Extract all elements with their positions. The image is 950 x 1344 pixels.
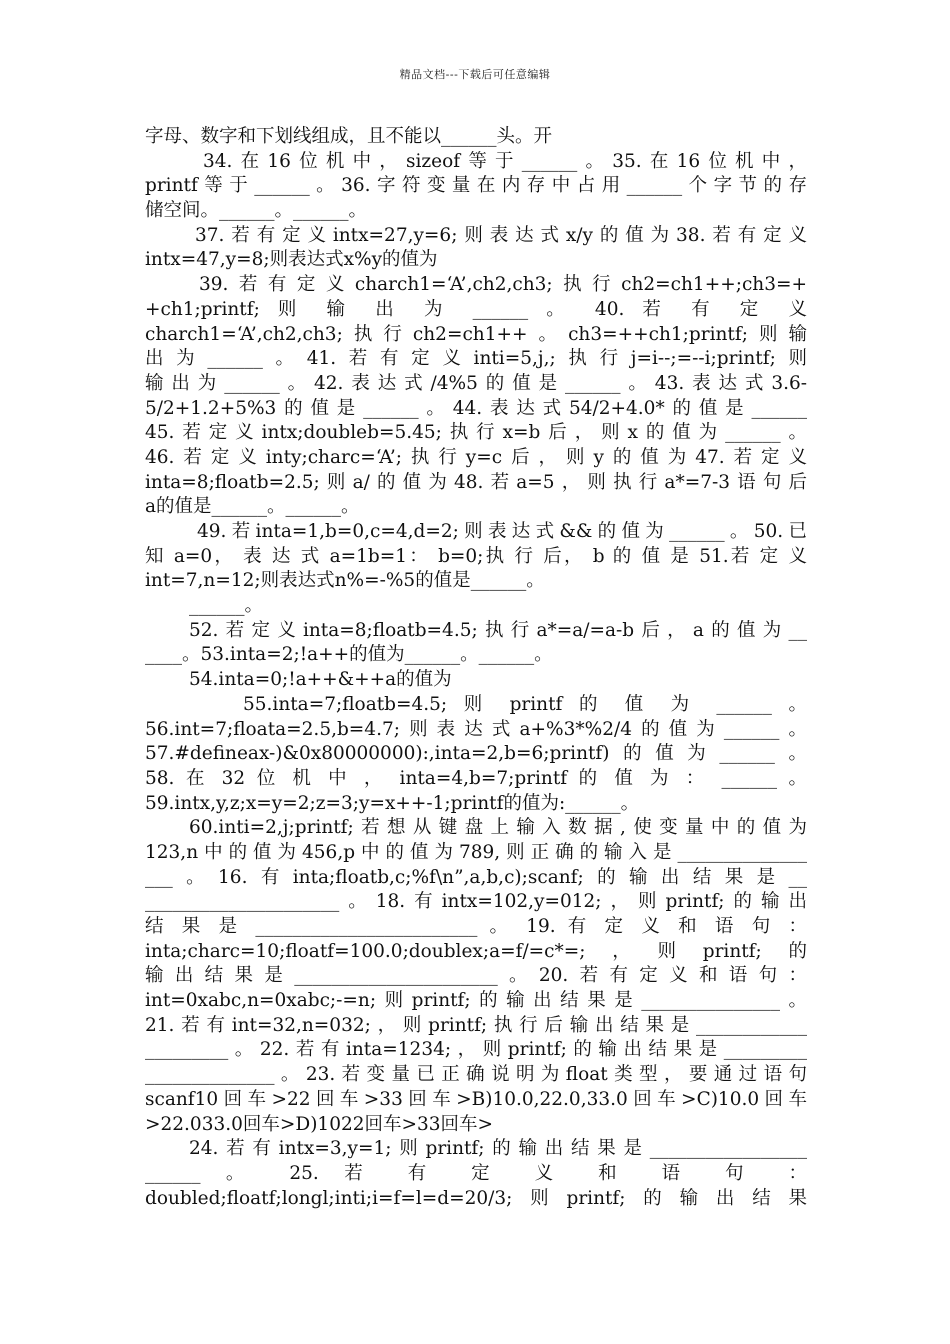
- text-line: 5/2+1.2+5%3的值是______。44.表达式54/2+4.0*的值是______: [145, 397, 807, 419]
- text-line: 结 果 是 ________________________ 。 19. 有 定 义 和 语 句 ：: [145, 916, 807, 937]
- text-line: ___。16.有inta;floatb,c;%f\n”,a,b,c);scanf;的输出结果是__: [145, 866, 807, 888]
- text-line: a的值是______。______。: [145, 496, 360, 518]
- document-body: [145, 125, 807, 1211]
- text-line: intx=47,y=8;则表达式x%y的值为: [145, 249, 438, 271]
- text-line: 46.若定义inty;charc=‘A’;执行y=c后，则y的值为47.若定义: [145, 446, 807, 468]
- text-line: inta;charc=10;floatf=100.0;doublex;a=f/=c*=;，则printf;的: [145, 940, 807, 962]
- text-line: 58. 在 32 位 机 中 ， inta=4,b=7;printf 的 值 为 ： ______ 。: [145, 767, 807, 789]
- text-line: 字母、数字和下划线组成，且不能以______头。开: [145, 126, 553, 147]
- text-line: +ch1;printf; 则 输 出 为 ______ 。 40. 若 有 定 义: [145, 298, 807, 320]
- text-line: 123,n中的值为456,p中的值为789,则正确的输入是______________: [145, 841, 807, 863]
- text-line: 输出为______。42.表达式/4%5的值是______。43.表达式3.6-: [145, 372, 807, 394]
- text-line: 56.int=7;floata=2.5,b=4.7;则表达式a+%3*%2/4的值为______。: [145, 718, 807, 740]
- text-line: 24.若有intx=3,y=1;则printf;的输出结果是_________________: [189, 1138, 807, 1160]
- text-line: 储空间。______。______。: [145, 200, 368, 222]
- text-line: 57.#defineax-)&0x80000000):,inta=2,b=6;printf)的值为______。: [145, 743, 807, 765]
- text-line: 知 a=0， 表 达 式 a=1b=1： b=0;执 行 后， b 的 值 是 51.若 定 义: [145, 545, 807, 567]
- text-line: ______________。23.若变量已正确说明为float类型，要通过语句: [145, 1064, 807, 1086]
- text-line: printf等于______。36.字符变量在内存中占用______个字节的存: [145, 175, 807, 197]
- text-line: 39.若有定义charch1=‘A’,ch2,ch3;执行ch2=ch1++;ch3=+: [199, 274, 807, 296]
- text-line: 34.在16位机中，sizeof等于______。35.在16位机中，: [203, 150, 807, 172]
- text-line: ______ 。 25. 若 有 定 义 和 语 句 ：: [145, 1162, 807, 1184]
- text-line: 60.inti=2,j;printf;若想从键盘上输入数据,使变量中的值为: [189, 817, 807, 839]
- text-line: 45.若定义intx;doubleb=5.45;执行x=b后，则x的值为______。: [145, 422, 807, 444]
- text-line: doubled;floatf;longl;inti;i=f=l=d=20/3;则printf;的输出结果: [145, 1187, 807, 1209]
- text-line: 59.intx,y,z;x=y=2;z=3;y=x++-1;printf的值为:______。: [145, 792, 640, 814]
- text-line: _________。22.若有inta=1234;，则printf;的输出结果是_________: [145, 1039, 807, 1061]
- text-line: int=7,n=12;则表达式n%=-%5的值是______。: [145, 570, 545, 592]
- text-line: scanf10回车>22回车>33回车>B)10.0,22.0,33.0回车>C)10.0回车: [145, 1088, 807, 1110]
- text-line: 21.若有int=32,n=032;，则printf;执行后输出结果是____________: [145, 1014, 807, 1036]
- text-line: 出为______。41.若有定义inti=5,j,;执行j=i--;=--i;printf;则: [145, 348, 807, 370]
- text-line: ____。53.inta=2;!a++的值为______。______。: [145, 644, 553, 666]
- text-line: 49.若inta=1,b=0,c=4,d=2;则表达式&&的值为______。50.已: [197, 521, 807, 542]
- text-line: inta=8;floatb=2.5;则a/的值为48.若a=5，则执行a*=7-3语句后: [145, 471, 807, 493]
- text-line: >22.033.0回车>D)1022回车>33回车>: [145, 1113, 494, 1135]
- text-line: 37.若有定义intx=27,y=6;则表达式x/y的值为38.若有定义: [195, 224, 807, 246]
- text-line: charch1=‘A’,ch2,ch3;执行ch2=ch1++。ch3=++ch1;printf;则输: [145, 323, 807, 345]
- text-line: int=0xabc,n=0xabc;-=n;则printf;的输出结果是_______________。: [145, 990, 807, 1012]
- text-line: 55.inta=7;floatb=4.5; 则 printf 的 值 为 ______ 。: [243, 693, 807, 715]
- page-header: 精品文档---下载后可任意编辑: [399, 68, 551, 81]
- text-line: ______。: [189, 595, 264, 617]
- text-line: 输出结果是______________________。20.若有定义和语句：: [145, 965, 807, 987]
- text-line: 54.inta=0;!a++&++a的值为: [189, 669, 452, 691]
- text-line: _____________________。18.有intx=102,y=012;，则printf;的输出: [145, 891, 807, 913]
- text-line: 52.若定义inta=8;floatb=4.5;执行a*=a/=a-b后，a的值为__: [189, 619, 807, 641]
